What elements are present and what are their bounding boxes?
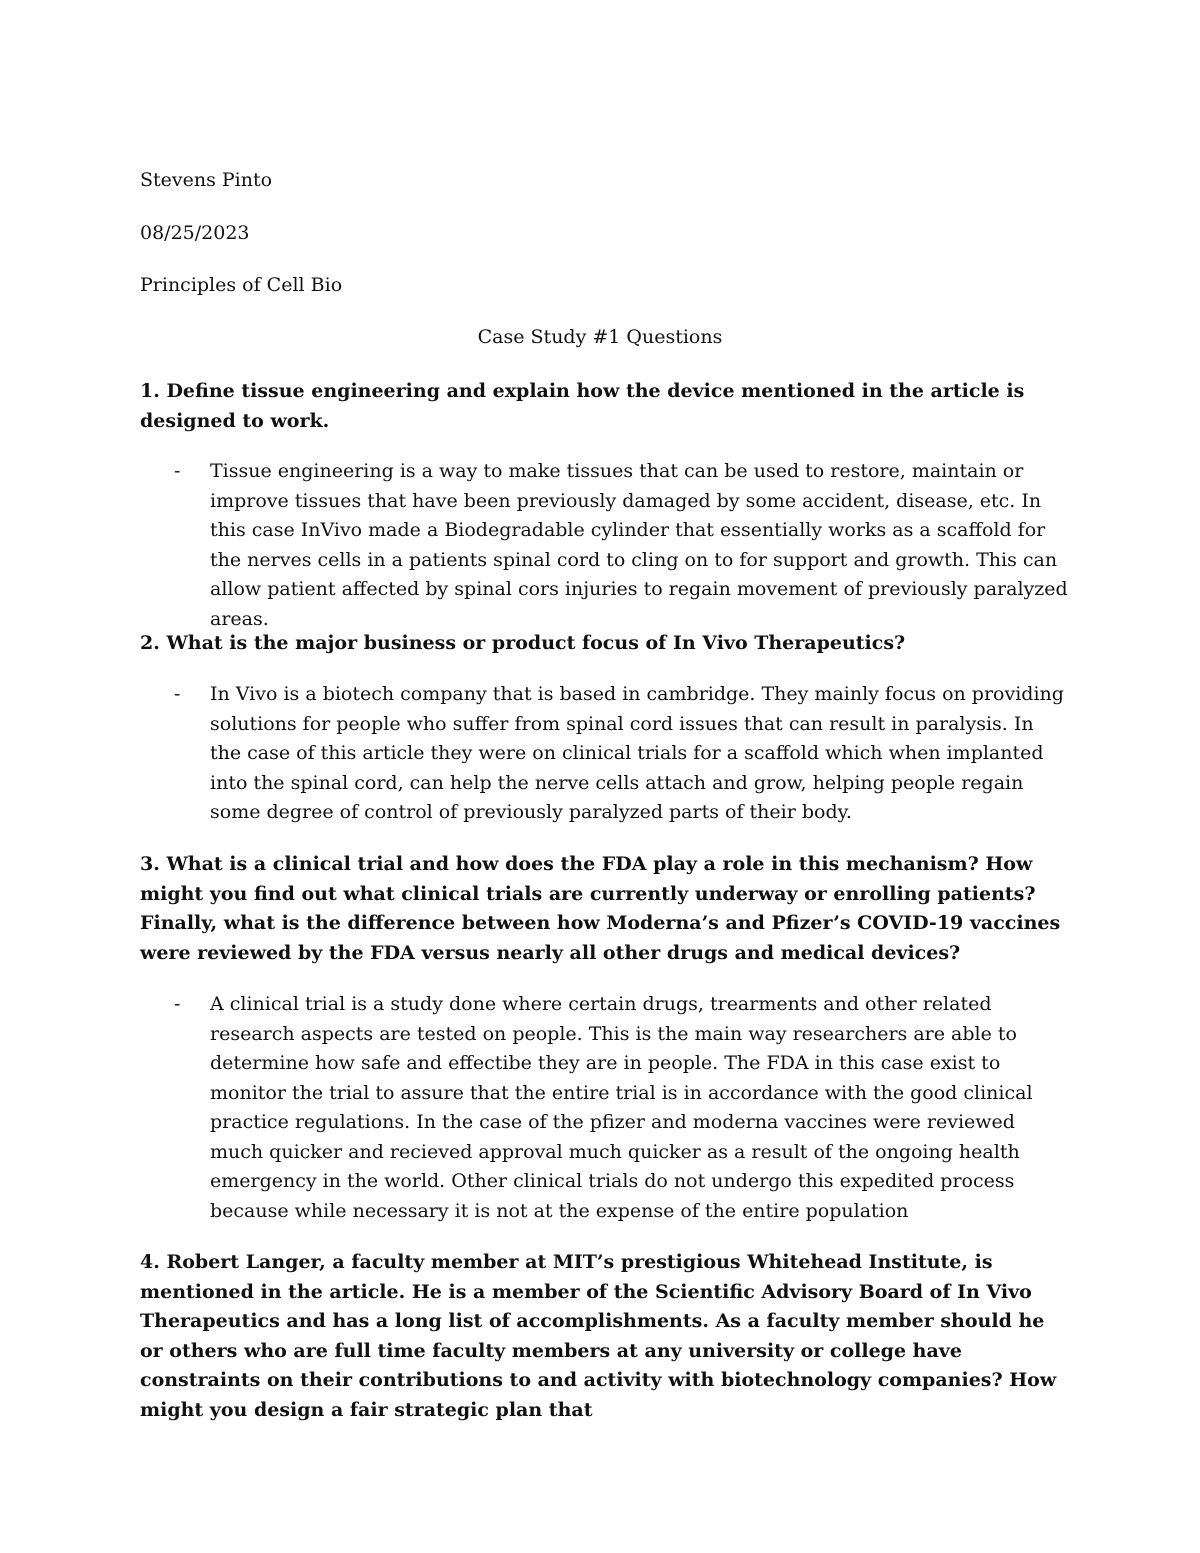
bullet-3: - <box>174 993 181 1015</box>
author-name: Stevens Pinto <box>140 169 273 191</box>
answer-2: In Vivo is a biotech company that is based in cambridge. They mainly focus on providing solutions for people who suffer from spinal cord issues that can result in paralysis. In the case of this article they were on clinical trials for a scaffold which when implanted into the spinal cord, can help the nerve cells attach and grow, helping people regain some degree of control of previously paralyzed parts of their body. <box>210 683 1064 823</box>
question-1: 1. Define tissue engineering and explain how the device mentioned in the article is designed to work. <box>140 380 1025 432</box>
bullet-2: - <box>174 683 181 705</box>
bullet-1: - <box>174 460 181 482</box>
answer-1: Tissue engineering is a way to make tissues that can be used to restore, maintain or improve tissues that have been previously damaged by some accident, disease, etc. In this case InVivo made a Biodegradable cylinder that essentially works as a scaffold for the nerves cells in a patients spinal cord to cling on to for support and growth. This can allow patient affected by spinal cors injuries to regain movement of previously paralyzed areas. <box>210 460 1068 630</box>
document-title: Case Study #1 Questions <box>477 326 723 348</box>
question-3: 3. What is a clinical trial and how does the FDA play a role in this mechanism? How might you find out what clinical trials are currently underway or enrolling patients? Finally, what is the difference between how Moderna’s and Pfizer’s COVID-19 vaccines were reviewed by the FDA versus nearly all other drugs and medical devices? <box>140 853 1061 964</box>
submission-date: 08/25/2023 <box>140 222 250 244</box>
question-4: 4. Robert Langer, a faculty member at MIT’s prestigious Whitehead Institute, is mentioned in the article. He is a member of the Scientific Advisory Board of In Vivo Therapeutics and has a long list of accomplishments. As a faculty member should he or others who are full time faculty members at any university or college have constraints on their contributions to and activity with biotechnology companies? How might you design a fair strategic plan that <box>140 1251 1057 1421</box>
answer-3: A clinical trial is a study done where certain drugs, trearments and other related research aspects are tested on people. This is the main way researchers are able to determine how safe and effectibe they are in people. The FDA in this case exist to monitor the trial to assure that the entire trial is in accordance with the good clinical practice regulations. In the case of the pfizer and moderna vaccines were reviewed much quicker and recieved approval much quicker as a result of the ongoing health emergency in the world. Other clinical trials do not undergo this expedited process because while necessary it is not at the expense of the entire population <box>210 993 1033 1222</box>
course-name: Principles of Cell Bio <box>140 274 343 296</box>
question-2: 2. What is the major business or product focus of In Vivo Therapeutics? <box>140 632 906 654</box>
